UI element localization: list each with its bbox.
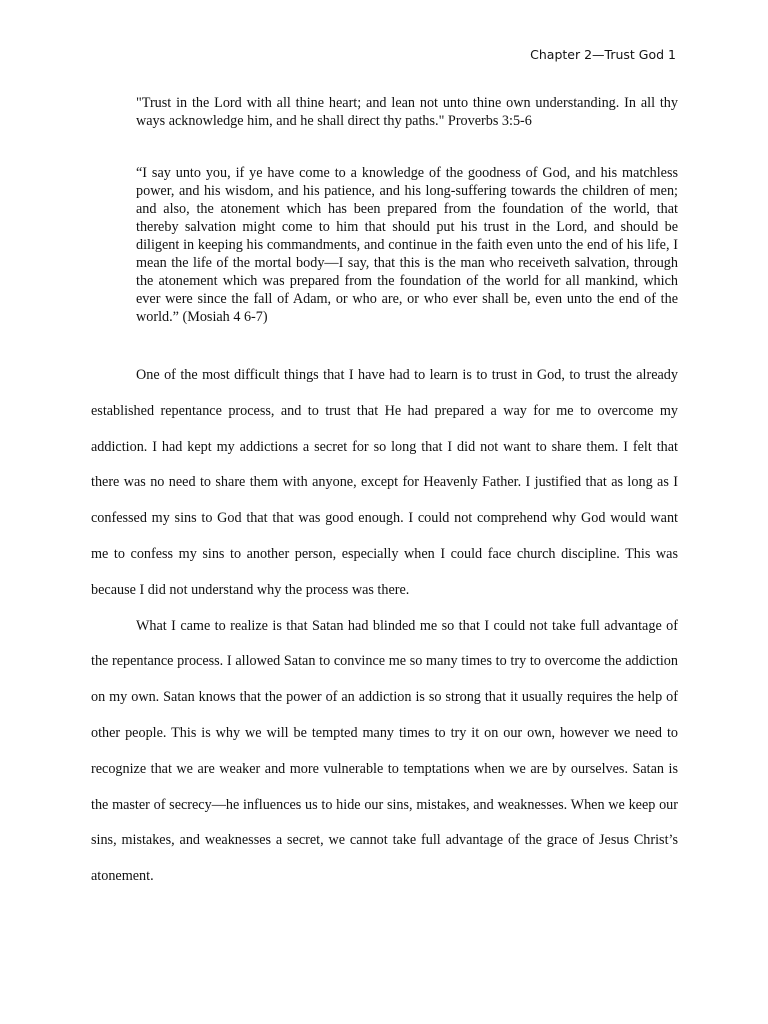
running-header: Chapter 2—Trust God 1 [530, 47, 676, 62]
body-paragraph: What I came to realize is that Satan had blinded me so that I could not take full advantage of the repentance process. I allowed Satan to convince me so many times to try to overcome the addiction on my own. Satan knows that the power of an addiction is so strong that it usually requires the help of other people. This is why we will be tempted many times to try it on our own, however we need to recognize that we are weaker and more vulnerable to temptations when we are by ourselves. Satan is the master of secrecy—he influences us to hide our sins, mistakes, and weaknesses. When we keep our sins, mistakes, and weaknesses a secret, we cannot take full advantage of the grace of Jesus Christ’s atonement. [91, 617, 678, 885]
scripture-quote-mosiah: “I say unto you, if ye have come to a knowledge of the goodness of God, and his matchless power, and his wisdom, and his patience, and his long-suffering towards the children of men; and also, the atonement which has been prepared from the foundation of the world, that thereby salvation might come to him that should put his trust in the Lord, and should be diligent in keeping his commandments, and continue in the faith even unto the end of his life, I mean the life of the mortal body—I say, that this is the man who receiveth salvation, through the atonement which was prepared from the foundation of the world for all mankind, which ever were since the fall of Adam, or who are, or who ever shall be, even unto the end of the world.” (Mosiah 4 6-7) [136, 165, 678, 325]
scripture-quote-proverbs: "Trust in the Lord with all thine heart; and lean not unto thine own understanding. In all thy ways acknowledge him, and he shall direct thy paths." Proverbs 3:5-6 [136, 95, 678, 129]
body-paragraph: One of the most difficult things that I have had to learn is to trust in God, to trust the already established repentance process, and to trust that He had prepared a way for me to overcome my addiction. I had kept my addictions a secret for so long that I did not want to share them. I felt that there was no need to share them with anyone, except for Heavenly Father. I justified that as long as I confessed my sins to God that that was good enough. I could not comprehend why God would want me to confess my sins to another person, especially when I could face church discipline. This was because I did not understand why the process was there. [91, 367, 678, 598]
body-text [91, 358, 678, 895]
